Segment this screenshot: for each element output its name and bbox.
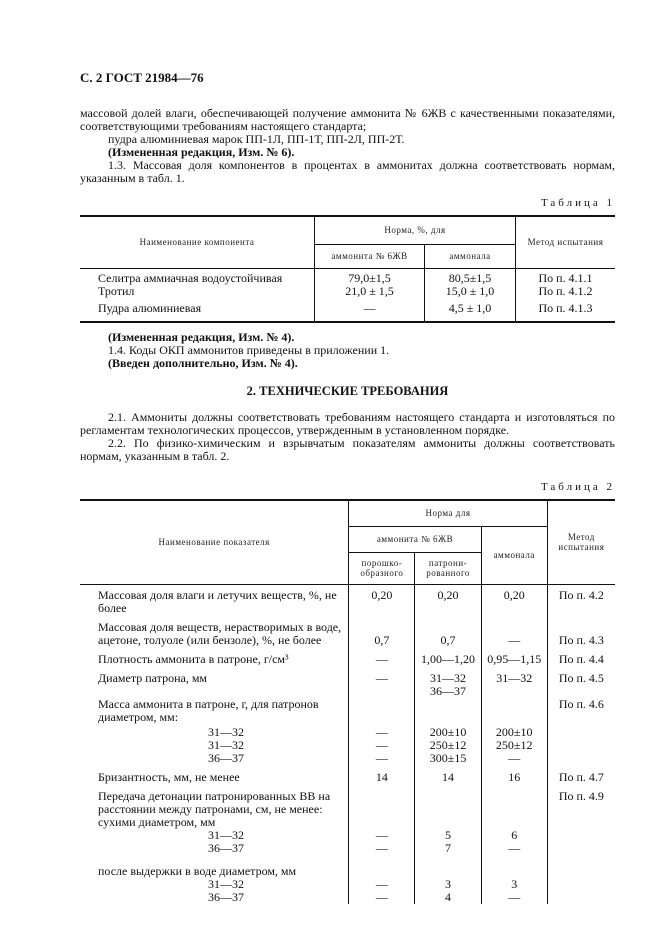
- table-row: [80, 584, 615, 621]
- cell-method: По п. 4.7: [558, 769, 604, 784]
- value-line: —: [375, 840, 388, 855]
- value-line: 31—32: [430, 670, 467, 685]
- cell-method: По п. 4.3: [558, 632, 604, 647]
- cell-method: По п. 4.1.1: [538, 270, 593, 285]
- table-row: [80, 302, 615, 322]
- table1-caption: Таблица 1: [540, 197, 615, 209]
- value-line: —: [375, 827, 388, 842]
- table-row: [80, 285, 615, 302]
- value-line: —: [508, 840, 521, 855]
- table2: [80, 499, 615, 904]
- cell-value: [415, 698, 481, 771]
- value-line: —: [375, 750, 388, 765]
- sub-heading: после выдержки в воде диаметром, мм: [98, 863, 297, 878]
- cell-method: По п. 4.1.2: [538, 284, 593, 298]
- sub-label: 31—32: [208, 827, 244, 842]
- cell-name: Пудра алюминиевая: [80, 302, 315, 322]
- cell-name: Диаметр патрона, мм: [80, 672, 349, 698]
- cell-name: Плотность аммонита в патроне, г/см³: [80, 653, 349, 672]
- value-line: —: [375, 889, 388, 904]
- cell-name: Бризантность, мм, не менее: [80, 771, 349, 790]
- cell-name: Тротил: [80, 285, 315, 302]
- value-line: 3: [511, 876, 518, 891]
- document-page: [80, 70, 615, 904]
- sub-label: 31—32: [208, 876, 244, 891]
- paragraph: 2.2. По физико-химическим и взрывчатым показателям аммониты должны соответствовать нормам, указанным в табл. 2.: [80, 436, 615, 463]
- cell-value: [481, 790, 547, 904]
- sub-label: 36—37: [208, 840, 244, 855]
- cell-value: 0,20: [481, 584, 547, 621]
- cell-method: По п. 4.6: [558, 696, 604, 711]
- cell-value: 14: [415, 771, 481, 790]
- cell-value: [481, 698, 547, 771]
- cell-value: 80,5±1,5: [425, 268, 516, 285]
- cell-value: 0,20: [349, 584, 415, 621]
- table-row: [80, 653, 615, 672]
- cell-value: —: [481, 621, 547, 653]
- page-header: С. 2 ГОСТ 21984—76: [80, 70, 204, 85]
- section-title: 2. ТЕХНИЧЕСКИЕ ТРЕБОВАНИЯ: [246, 384, 449, 398]
- cell-value: [415, 790, 481, 904]
- cell-value: 4,5 ± 1,0: [425, 302, 516, 322]
- value-line: 7: [445, 840, 452, 855]
- cell-name: Массовая доля влаги и летучих веществ, %, не более: [80, 584, 349, 621]
- cell-name: Массовая доля веществ, нерастворимых в воде, ацетоне, толуоле (или бензоле), %, не более: [80, 621, 349, 653]
- cell-value: 0,7: [415, 621, 481, 653]
- value-line: 6: [511, 827, 518, 842]
- table1-header-name: Наименование компонента: [80, 216, 315, 268]
- table-row: [80, 672, 615, 698]
- cell-value: 0,20: [415, 584, 481, 621]
- table2-header-ammonal: аммонала: [481, 526, 547, 584]
- cell-method: По п. 4.4: [558, 651, 604, 666]
- sub-label: 36—37: [208, 889, 244, 904]
- value-line: 4: [445, 889, 452, 904]
- cell-method: По п. 4.5: [558, 670, 604, 685]
- paragraph: 1.3. Массовая доля компонентов в процентах в аммонитах должна соответствовать нормам, указанным в табл. 1.: [80, 158, 615, 185]
- value-line: 250±12: [495, 737, 533, 752]
- row-label: Передача детонации патронированных ВВ на расстоянии между патронами, см, не менее:: [98, 788, 331, 816]
- value-line: 3: [445, 876, 452, 891]
- cell-name: Селитра аммиачная водоустойчивая: [80, 268, 315, 285]
- amendment-note: (Введен дополнительно, Изм. № 4).: [108, 356, 298, 370]
- value-line: 36—37: [430, 683, 467, 698]
- cell-method: По п. 4.1.3: [538, 301, 593, 315]
- table2-header-name: Наименование показателя: [80, 500, 349, 584]
- value-line: 5: [445, 827, 452, 842]
- table-row: [80, 698, 615, 771]
- paragraph: 2.1. Аммониты должны соответствовать требованиям настоящего стандарта и изготовляться по регламентам технологических процессов, утвержденным в установленном порядке.: [80, 410, 615, 437]
- table-row: [80, 771, 615, 790]
- amendment-note: (Измененная редакция, Изм. № 4).: [108, 330, 295, 344]
- cell-value: 0,7: [349, 621, 415, 653]
- value-line: —: [375, 876, 388, 891]
- cell-value: 0,95—1,15: [481, 653, 547, 672]
- value-line: —: [508, 889, 521, 904]
- table2-header-powder: порошко-образного: [349, 552, 415, 584]
- row-label: Масса аммонита в патроне, г, для патронов диаметром, мм:: [98, 696, 319, 724]
- cell-value: 14: [349, 771, 415, 790]
- cell-value: —: [315, 302, 425, 322]
- table2-header-method: Метод испытания: [547, 500, 615, 584]
- sub-label: 31—32: [208, 737, 244, 752]
- cell-method: По п. 4.9: [558, 788, 604, 803]
- cell-value: 15,0 ± 1,0: [425, 285, 516, 302]
- table2-header-amm6: аммонита № 6ЖВ: [349, 526, 481, 552]
- value-line: —: [375, 737, 388, 752]
- cell-value: 21,0 ± 1,5: [315, 285, 425, 302]
- value-line: 200±10: [429, 724, 467, 739]
- value-line: 250±12: [429, 737, 467, 752]
- cell-value: 31—32: [481, 672, 547, 698]
- table2-header-norm: Норма для: [349, 500, 547, 526]
- paragraph: пудра алюминиевая марок ПП-1Л, ПП-1Т, ПП-2Л, ПП-2Т.: [108, 132, 405, 146]
- table1-header-amm6: аммонита № 6ЖВ: [315, 244, 425, 268]
- cell-method: По п. 4.2: [558, 587, 604, 602]
- amendment-note: (Измененная редакция, Изм. № 6).: [108, 145, 295, 159]
- cell-value: 79,0±1,5: [315, 268, 425, 285]
- sub-label: 31—32: [208, 724, 244, 739]
- table1: [80, 215, 615, 323]
- cell-value: [349, 698, 415, 771]
- table1-header-norm: Норма, %, для: [315, 216, 516, 244]
- paragraph: массовой долей влаги, обеспечивающей получение аммонита № 6ЖВ с качественными показателями, соответствующими требованиям настоящего стандарта;: [80, 106, 615, 133]
- value-line: —: [508, 750, 521, 765]
- cell-value: [415, 672, 481, 698]
- table2-caption: Таблица 2: [540, 481, 615, 493]
- cell-name: [80, 790, 349, 904]
- cell-value: —: [349, 653, 415, 672]
- table-row: [80, 621, 615, 653]
- cell-name: [80, 698, 349, 771]
- paragraph: 1.4. Коды ОКП аммонитов приведены в приложении 1.: [108, 343, 390, 357]
- table2-header-cartridged: патрони-рованного: [415, 552, 481, 584]
- table-row: [80, 790, 615, 904]
- cell-value: 16: [481, 771, 547, 790]
- cell-value: —: [349, 672, 415, 698]
- value-line: 200±10: [495, 724, 533, 739]
- table1-header-ammonal: аммонала: [425, 244, 516, 268]
- value-line: 300±15: [429, 750, 467, 765]
- table1-header-method: Метод испытания: [516, 216, 616, 268]
- value-line: —: [375, 724, 388, 739]
- cell-value: [349, 790, 415, 904]
- table-row: [80, 268, 615, 285]
- sub-label: 36—37: [208, 750, 244, 765]
- cell-value: 1,00—1,20: [415, 653, 481, 672]
- sub-heading: сухими диаметром, мм: [98, 814, 216, 829]
